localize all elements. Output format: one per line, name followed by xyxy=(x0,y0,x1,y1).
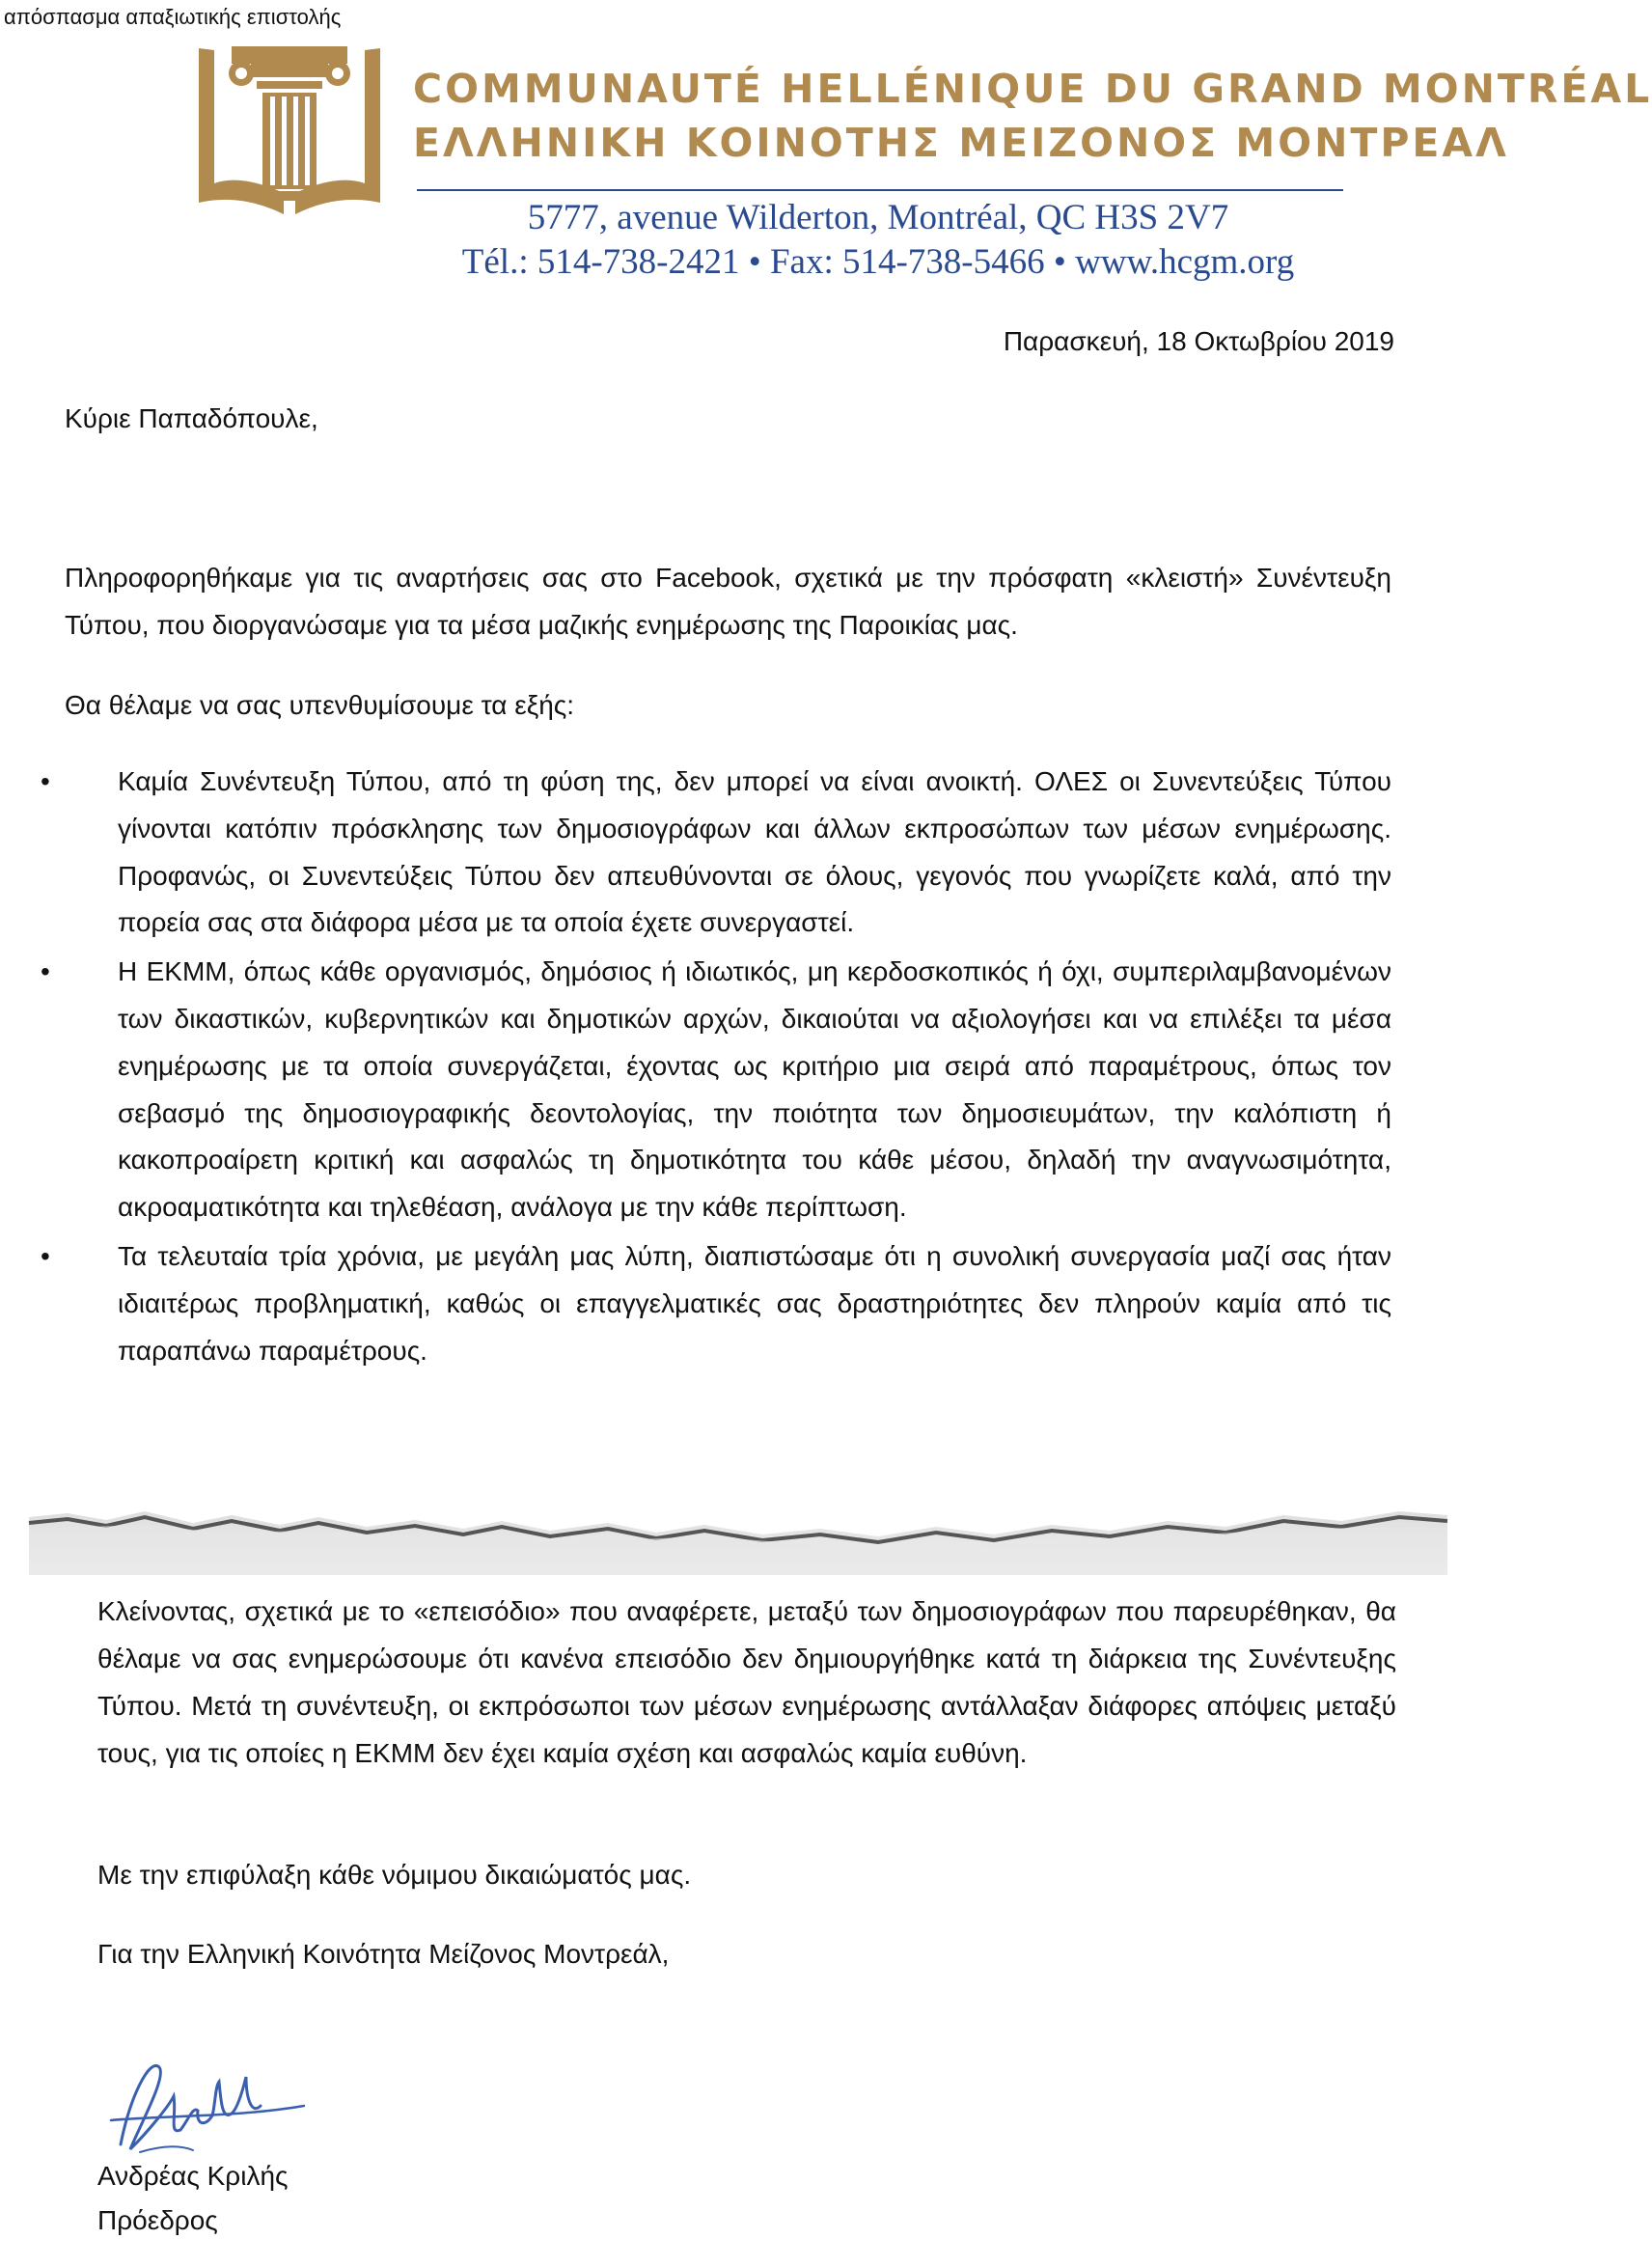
letter-paragraph-reservation: Με την επιφύλαξη κάθε νόμιμου δικαιώματός μας. xyxy=(97,1860,692,1890)
letter-salutation: Κύριε Παπαδόπουλε, xyxy=(65,403,318,433)
organization-logo-icon xyxy=(193,39,386,222)
handwritten-signature xyxy=(101,2038,314,2173)
letter-paragraph-closing-remarks: Κλείνοντας, σχετικά με το «επεισόδιο» που αναφέρετε, μεταξύ των δημοσιογράφων που παρευρέθηκαν, θα θέλαμε να σας ενημερώσουμε ότι κανένα επεισόδιο δεν δημιουργήθηκε κατά τη διάρκεια της Συνέντευξης Τύπου. Μετά τη συνέντευξη, οι εκπρόσωποι των μέσων ενημέρωσης αντάλλαξαν διάφορες απόψεις μεταξύ τους, για τις οποίες η ΕΚΜΜ δεν έχει καμία σχέση και ασφαλώς καμία ευθύνη. xyxy=(97,1596,1396,1768)
signer-name: Ανδρέας Κριλής xyxy=(97,2161,289,2191)
letter-date: Παρασκευή, 18 Οκτωβρίου 2019 xyxy=(1003,326,1394,356)
list-item: • Η ΕΚΜΜ, όπως κάθε οργανισμός, δημόσιος ή ιδιωτικός, μη κερδοσκοπικός ή όχι, συμπεριλαμβανομένων των δικαστικών, κυβερνητικών και δημοτικών αρχών, δικαιούται να αξιολογήσει και να επιλέξει τα μέσα ενημέρωσης με τα οποία συνεργάζεται, έχοντας ως κριτήριο μια σειρά από παραμέτρους, όπως τον σεβασμό της δημοσιογραφικής δεοντολογίας, την ποιότητα των δημοσιευμάτων, την καλόπιστη ή κακοπροαίρετη κριτική και ασφαλώς τη δημοτικότητα του κάθε μέσου, δηλαδή την αναγνωσιμότητα, ακροαματικότητα και τηλεθέαση, ανάλογα με την κάθε περίπτωση. xyxy=(118,949,1391,1231)
list-item: • Τα τελευταία τρία χρόνια, με μεγάλη μας λύπη, διαπιστώσαμε ότι η συνολική συνεργασία μαζί σας ήταν ιδιαιτέρως προβληματική, καθώς οι επαγγελματικές σας δραστηριότητες δεν πληρούν καμία από τις παραπάνω παραμέτρους. xyxy=(118,1233,1391,1374)
organization-name-greek: ΕΛΛΗΝΙΚΗ ΚΟΙΝΟΤΗΣ ΜΕΙΖΟΝΟΣ ΜΟΝΤΡΕΑΛ xyxy=(413,120,1509,166)
signer-title: Πρόεδρος xyxy=(97,2205,218,2235)
letter-paragraph-intro: Πληροφορηθήκαμε για τις αναρτήσεις σας στο Facebook, σχετικά με την πρόσφατη «κλειστή» Συνέντευξη Τύπου, που διοργανώσαμε για τα μέσα μαζικής ενημέρωσης της Παροικίας μας. xyxy=(65,563,1391,640)
letter-closing-line: Για την Ελληνική Κοινότητα Μείζονος Μοντρεάλ, xyxy=(97,1939,670,1969)
signature-block xyxy=(97,2154,289,2243)
list-item: • Καμία Συνέντευξη Τύπου, από τη φύση της, δεν μπορεί να είναι ανοικτή. ΟΛΕΣ οι Συνεντεύξεις Τύπου γίνονται κατόπιν πρόσκλησης των δημοσιογράφων και άλλων εκπροσώπων των μέσων ενημέρωσης. Προφανώς, οι Συνεντεύξεις Τύπου δεν απευθύνονται σε όλους, γεγονός που γνωρίζετε καλά, από την πορεία σας στα διάφορα μέσα με τα οποία έχετε συνεργαστεί. xyxy=(118,759,1391,947)
organization-name-french: COMMUNAUTÉ HELLÉNIQUE DU GRAND MONTRÉAL xyxy=(413,66,1652,112)
letter-bullet-list xyxy=(118,759,1391,1374)
document-caption: απόσπασμα απαξιωτικής επιστολής xyxy=(4,5,342,29)
organization-address: 5777, avenue Wilderton, Montréal, QC H3S 2V7 xyxy=(527,198,1229,237)
letterhead-divider xyxy=(417,189,1343,191)
letter-paragraph-reminder: Θα θέλαμε να σας υπενθυμίσουμε τα εξής: xyxy=(65,690,575,720)
torn-paper-divider xyxy=(29,1467,1447,1575)
organization-contact: Tél.: 514-738-2421 • Fax: 514-738-5466 • www.hcgm.org xyxy=(461,242,1295,282)
